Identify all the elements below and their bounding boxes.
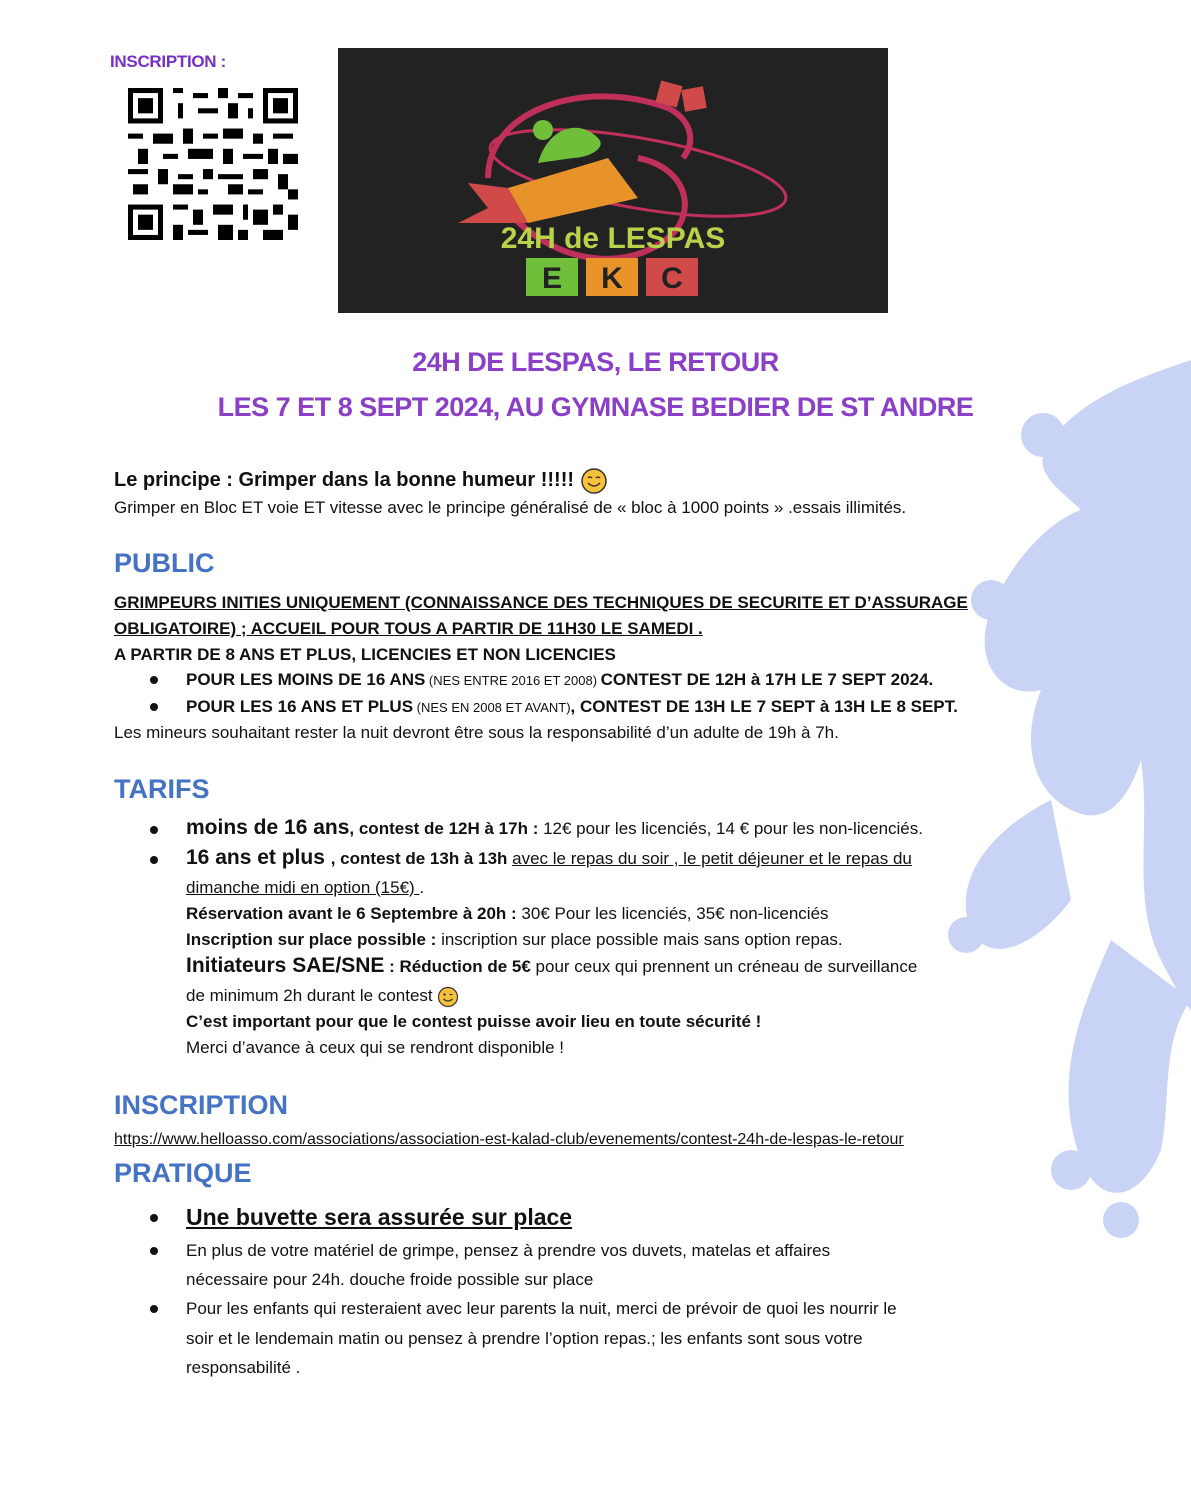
- tarif-16plus-line2: [186, 876, 424, 900]
- principe-heading: [114, 466, 608, 495]
- pratique-enfants-3: responsabilité .: [186, 1358, 301, 1377]
- public-line-2: OBLIGATOIRE) ; ACCUEIL POUR TOUS A PARTIR DE 11H30 LE SAMEDI .: [114, 619, 703, 638]
- inscription-heading: INSCRIPTION: [114, 1090, 289, 1120]
- bullet-icon: [150, 826, 158, 834]
- bullet-icon: [150, 676, 158, 684]
- tarif-16plus-hours: , contest de 13h à 13h: [330, 849, 513, 868]
- tarif-under16: [186, 816, 923, 841]
- tarif-meal-option: dimanche midi en option (15€): [186, 878, 420, 897]
- inscription-link[interactable]: https://www.helloasso.com/associations/association-est-kalad-club/evenements/contest-24h-de-lespas-le-retour: [114, 1131, 904, 1148]
- bullet-icon: [150, 1214, 158, 1222]
- bullet-icon: [150, 703, 158, 711]
- bullet-icon: [150, 1305, 158, 1313]
- tarif-under16-label: moins de 16 ans: [186, 816, 350, 839]
- qr-code[interactable]: [128, 88, 298, 240]
- tarif-init-label: Initiateurs SAE/SNE: [186, 954, 385, 977]
- tarif-resa-label: Réservation avant le 6 Septembre à 20h :: [186, 904, 522, 923]
- tarif-sur-place: [186, 928, 843, 952]
- pratique-buvette: Une buvette sera assurée sur place: [186, 1204, 573, 1230]
- tarif-16plus-label: 16 ans et plus: [186, 846, 331, 869]
- tarif-init-text: pour ceux qui prennent un créneau de surveillance: [535, 957, 918, 976]
- public-b1-label: POUR LES MOINS DE 16 ANS: [186, 670, 426, 689]
- tarif-initiateurs: [186, 954, 917, 979]
- pratique-materiel-1: En plus de votre matériel de grimpe, pensez à prendre vos duvets, matelas et affaires: [186, 1241, 831, 1260]
- tarif-merci: Merci d’avance à ceux qui se rendront disponible !: [186, 1038, 564, 1057]
- principe-text: Grimper en Bloc ET voie ET vitesse avec le principe généralisé de « bloc à 1000 points » .essais illimités.: [114, 498, 907, 517]
- public-line-1: GRIMPEURS INITIES UNIQUEMENT (CONNAISSANCE DES TECHNIQUES DE SECURITE ET D’ASSURAGE: [114, 593, 968, 612]
- logo-letter-e: E: [541, 262, 563, 295]
- bullet-icon: [150, 1247, 158, 1255]
- tarifs-heading: TARIFS: [114, 774, 210, 804]
- logo-letter-c: C: [661, 262, 683, 295]
- public-b1-birth: (NES ENTRE 2016 ET 2008): [425, 673, 601, 688]
- tarif-sur-place-text: inscription sur place possible mais sans option repas.: [441, 930, 843, 949]
- event-date-location: LES 7 ET 8 SEPT 2024, AU GYMNASE BEDIER DE ST ANDRE: [217, 392, 974, 422]
- tarif-initiateurs-line2: [186, 984, 459, 1008]
- tarif-16plus-meals: avec le repas du soir , le petit déjeuner et le repas du: [512, 849, 912, 868]
- tarif-under16-price: 12€ pour les licenciés, 14 € pour les non-licenciés.: [543, 819, 923, 838]
- tarif-important: C’est important pour que le contest puisse avoir lieu en toute sécurité !: [186, 1012, 762, 1031]
- principe-heading-text: Le principe : Grimper dans la bonne humeur !!!!!: [114, 469, 575, 491]
- wink-icon: [437, 986, 459, 1008]
- tarif-reservation: [186, 902, 829, 926]
- public-heading: PUBLIC: [114, 548, 215, 578]
- pratique-enfants-1: Pour les enfants qui resteraient avec leur parents la nuit, merci de prévoir de quoi les nourrir le: [186, 1299, 897, 1318]
- inscription-label: INSCRIPTION :: [110, 52, 227, 71]
- public-b2-birth: (NES EN 2008 ET AVANT): [413, 700, 571, 715]
- public-minors-note: Les mineurs souhaitant rester la nuit devront être sous la responsabilité d’un adulte de 19h à 7h.: [114, 723, 839, 742]
- public-b2-label: POUR LES 16 ANS ET PLUS: [186, 697, 414, 716]
- logo-artwork: [338, 48, 888, 313]
- tarif-init-discount: : Réduction de 5€: [384, 957, 536, 976]
- public-bullet-under16: [186, 668, 933, 693]
- public-line-3: A PARTIR DE 8 ANS ET PLUS, LICENCIES ET NON LICENCIES: [114, 645, 616, 664]
- tarif-sur-place-label: Inscription sur place possible :: [186, 930, 442, 949]
- public-b2-contest: , CONTEST DE 13H LE 7 SEPT à 13H LE 8 SEPT.: [570, 697, 958, 716]
- logo-letter-k: K: [601, 262, 623, 295]
- pratique-materiel-2: nécessaire pour 24h. douche froide possible sur place: [186, 1270, 594, 1289]
- event-logo: [338, 48, 888, 313]
- public-b1-contest: CONTEST DE 12H à 17H LE 7 SEPT 2024.: [600, 670, 934, 689]
- smiley-icon: [580, 467, 608, 495]
- tarif-under16-hours: , contest de 12H à 17h :: [349, 819, 544, 838]
- tarif-init-duration: de minimum 2h durant le contest: [186, 986, 433, 1005]
- logo-title: 24H de LESPAS: [500, 222, 726, 255]
- event-title: 24H DE LESPAS, LE RETOUR: [412, 347, 779, 377]
- gecko-decoration: [931, 360, 1191, 1260]
- pratique-enfants-2: soir et le lendemain matin ou pensez à prendre l’option repas.; les enfants sont sous votre: [186, 1329, 863, 1348]
- public-bullet-16plus: [186, 695, 958, 720]
- pratique-heading: PRATIQUE: [114, 1158, 252, 1188]
- bullet-icon: [150, 856, 158, 864]
- tarif-resa-price: 30€ Pour les licenciés, 35€ non-licenciés: [521, 904, 829, 923]
- tarif-meal-period: .: [419, 878, 425, 897]
- tarif-16plus: [186, 846, 912, 871]
